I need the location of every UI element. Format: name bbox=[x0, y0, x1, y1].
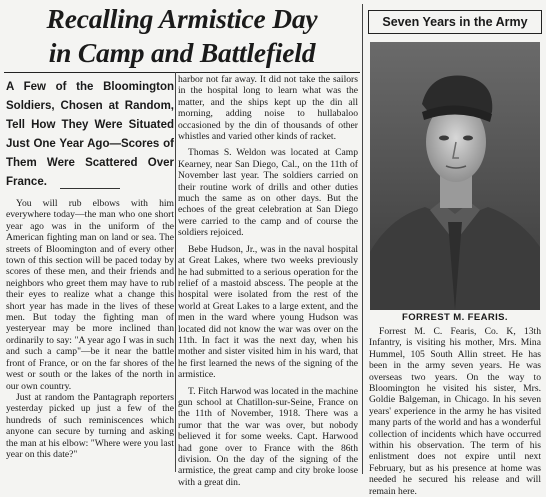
deck-rule bbox=[60, 188, 120, 189]
sidebar-paragraph: Forrest M. C. Fearis, Co. K, 13th Infantry, is visiting his mother, Mrs. Mina Hummel, 105 South Allin street. He has been in the army seven years. He was overseas two years. On the way to Bloomington he visited his sister, Mrs. Goldie Balgeman, in Chicago. In his seven years' experience in the army he has visited many parts of the world and has a wonderful collection of incidents which have occurred within his observation. The term of his enlistment does not expire until next February, but as his presence at home was needed he secured his release and will remain here. bbox=[369, 326, 541, 497]
article-paragraph: harbor not far away. It did not take the sailors in the hospital long to learn what was the matter, and the ships kept up the din all morning, adding noise to hullabaloo occasioned by the din of thousands of other whistles and varied other kinds of racket. bbox=[178, 74, 358, 143]
article-paragraph: You will rub elbows with him everywhere today—the man who one short year ago was in the uniform of the American fighting man on land or sea. The streets of Bloomington and of every other town of this section will be paced today by scores of these men, and their friends and neighbors who greet them may have to rub their eyes to realize what a change this short year has made in the lives of these men. But today the fighting man of yesteryear may be more inclined than ordinarily to say: "A year ago I was in such and such a camp"—be it near the battle front of France, or on the far shores of the west or south or the lakes of the north in our own country. bbox=[6, 198, 174, 392]
photo-caption: FORREST M. FEARIS. bbox=[402, 312, 508, 323]
column-divider-1 bbox=[175, 72, 176, 472]
article-paragraph: Bebe Hudson, Jr., was in the naval hospital at Great Lakes, where two weeks previously he had submitted to a serious operation for the relief of a mastoid abscess. The people at the hospital were isolated from the rest of the world at Great Lakes to a large extent, and the men in the ward where young Hudson was located did not know the war was over on the 11th. In fact it was the next day, when his mother and sister visited him in his ward, that he first learned the news of the signing of the armistice. bbox=[178, 243, 358, 381]
headline-line-1: Recalling Armistice Day bbox=[46, 3, 318, 34]
article-paragraph: T. Fitch Harwod was located in the machine gun school at Chatillon-sur-Seine, France on the 11th of November, 1918. There was a rumor that the war was over, but nobody believed it for some weeks. Capt. Harwood had gone over to France with the 86th division. On the day of the signing of the armistice, the great camp and city broke loose with a great din. bbox=[178, 385, 358, 488]
article-paragraph: Thomas S. Weldon was located at Camp Kearney, near San Diego, Cal., on the 11th of November last year. The soldiers carried on their routine work of drills and other duties much the same as on other days. But the echoes of the great celebration at San Diego were carried to the camp and of course the soldiers rejoiced. bbox=[178, 147, 358, 239]
headline-rule bbox=[4, 72, 360, 73]
subheadline-deck: A Few of the Bloomington Soldiers, Chosen at Random, Tell How They Were Situated Just One Year Ago—Scores of Them Were Scattered Over France. bbox=[6, 81, 174, 188]
headline bbox=[4, 2, 360, 70]
article-column-2 bbox=[178, 74, 358, 488]
sidebar-article bbox=[369, 326, 541, 497]
sidebar-title: Seven Years in the Army bbox=[368, 10, 542, 34]
headline-line-2: in Camp and Battlefield bbox=[48, 37, 316, 68]
article-paragraph: Just at random the Pantagraph reporters yesterday picked up just a few of the hundreds of such reminiscences which anyone can secure by turning and asking the man at his elbow: "Where were you last year on this date?" bbox=[6, 391, 174, 460]
portrait-illustration bbox=[370, 42, 540, 310]
article-column-1 bbox=[6, 198, 174, 460]
soldier-portrait-image bbox=[370, 42, 540, 310]
column-divider-2 bbox=[362, 4, 363, 474]
